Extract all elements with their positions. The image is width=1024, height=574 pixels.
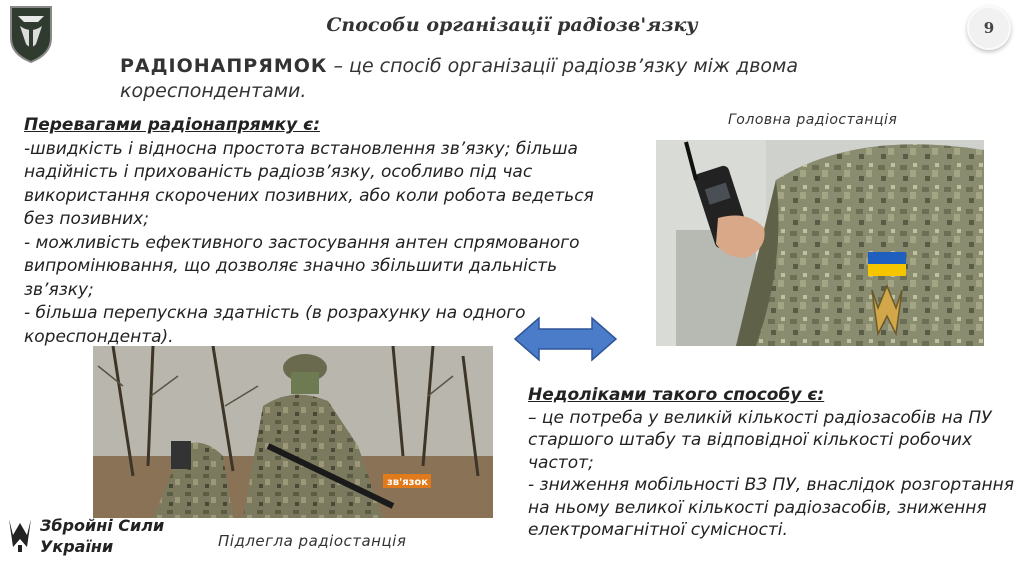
brand-line1: Збройні Сили <box>40 516 165 535</box>
advantages-block <box>24 114 624 349</box>
subordinate-station-caption: Підлегла радіостанція <box>218 532 407 550</box>
page-number-badge <box>967 6 1011 50</box>
armed-forces-logo <box>6 515 164 557</box>
definition-text: – це спосіб організації радіозв’язку між двома кореспондентами. <box>120 55 799 102</box>
disadvantages-block <box>528 384 1018 542</box>
definition-term: РАДІОНАПРЯМОК <box>120 55 328 77</box>
definition <box>120 54 880 104</box>
advantage-item: - більша перепускна здатність (в розрахунку на одного кореспондента). <box>24 303 526 347</box>
advantage-item: -швидкість і відносна простота встановлення зв’язку; більша надійність і прихованість радіозв’язку, особливо під час використання скорочених позивних, або коли робота ведеться без позивних; <box>24 138 594 229</box>
subordinate-station-photo <box>93 346 493 518</box>
main-station-caption: Головна радіостанція <box>728 112 898 128</box>
disadvantage-item: - зниження мобільності ВЗ ПУ, внаслідок розгортання на ньому великої кількості радіозасобів, зниження електромагнітної сумісності. <box>528 475 1014 540</box>
trident-icon <box>6 517 34 553</box>
page-title: Способи організації радіозв'язку <box>326 14 698 36</box>
tv-watermark: зв'язок <box>387 477 429 488</box>
brand-line2: України <box>40 537 114 556</box>
disadvantages-heading: Недоліками такого способу є: <box>528 385 825 405</box>
double-arrow-icon <box>513 316 618 362</box>
main-station-photo <box>656 140 984 346</box>
advantages-heading: Перевагами радіонапрямку є: <box>24 115 320 135</box>
disadvantage-item: – це потреба у великій кількості радіозасобів на ПУ старшого штабу та відповідної кількості робочих частот; <box>528 407 992 473</box>
advantage-item: - можливість ефективного застосування антен спрямованого випромінювання, що дозволяє значно збільшити дальність зв’язку; <box>24 232 580 300</box>
page-number: 9 <box>983 19 995 37</box>
